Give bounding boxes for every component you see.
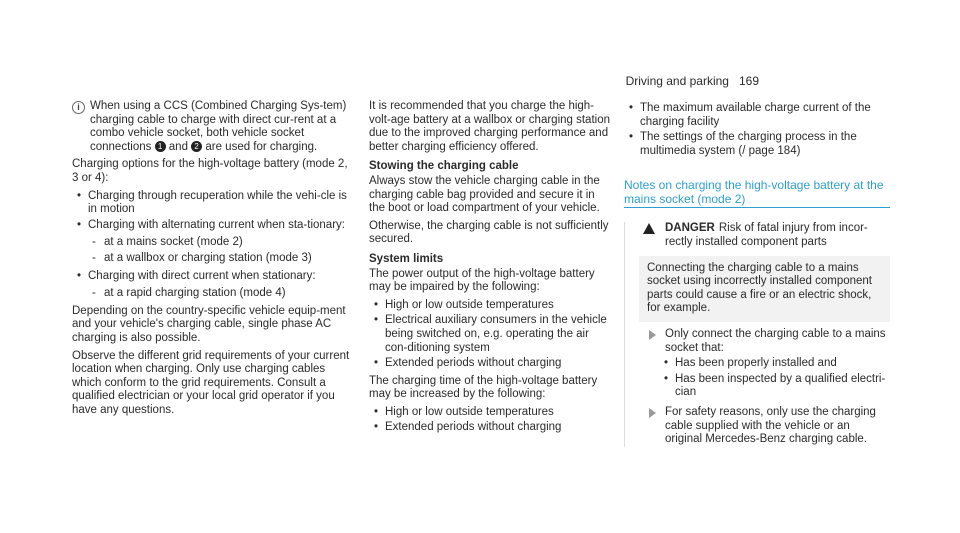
list-item: • High or low outside temperatures [369,406,613,420]
charging-options-list [72,190,352,233]
section-divider [624,207,890,208]
dc-modes-list [88,287,352,301]
paragraph: Depending on the country-specific vehicle equip-ment and your vehicle's charging cable, single phase AC charging is also possible. [72,304,346,344]
factors-list [624,102,890,158]
list-item: • Extended periods without charging [369,357,613,371]
callout-2: 2 [191,141,202,152]
list-item: • The settings of the charging process in the multimedia system (/ page 184) [624,131,890,158]
column-1 [72,100,352,421]
danger-text: Risk of fatal injury from incor-rectly installed component parts [665,222,868,248]
list-item: • High or low outside temperatures [369,299,613,313]
instruction-1-list [659,357,890,400]
charging-options-intro: Charging options for the high-voltage battery (mode 2, 3 or 4): [72,158,348,184]
paragraph: The charging time of the high-voltage battery may be increased by the following: [369,374,598,401]
list-item: • Has been inspected by a qualified electri-cian [659,373,890,400]
callout-1: 1 [155,141,166,152]
paragraph: It is recommended that you charge the high-volt-age battery at a wallbox or charging station due to the improved charging performance and better charging efficiency offered. [369,100,610,153]
info-note: i When using a CCS (Combined Charging Sys-tem) charging cable to charge with direct cur-rent at a combo vehicle socket, both vehicle socket connections 1 and 2 are used for charging. [72,100,352,154]
paragraph: The power output of the high-voltage battery may be impaired by the following: [369,267,595,294]
warning-triangle-icon [643,223,655,234]
page-number: 169 [738,74,759,88]
list-item: • Extended periods without charging [369,421,613,435]
section-title: Notes on charging the high-voltage battery at the mains socket (mode 2) [624,178,884,207]
list-item: • Electrical auxiliary consumers in the vehicle being switched on, e.g. operating the air con-ditioning system [369,314,613,355]
paragraph: Otherwise, the charging cable is not sufficiently secured. [369,219,609,246]
danger-label: DANGER [665,222,715,235]
list-item: • Charging with direct current when stationary: [72,270,352,284]
ac-modes-list [88,236,352,265]
column-2 [369,100,613,439]
list-item: • Charging with alternating current when sta-tionary: [72,219,352,233]
heading-system-limits: System limits [369,252,444,265]
dc-option-list [72,270,352,284]
list-item: - at a mains socket (mode 2) [88,236,352,250]
column-3 [624,100,890,451]
instruction-2: For safety reasons, only use the charging cable supplied with the vehicle or an original Mercedes-Benz charging cable. [639,406,890,447]
play-arrow-icon [649,408,656,418]
list-item: • Charging through recuperation while the vehi-cle is in motion [72,190,352,217]
info-icon: i [72,101,85,114]
list-item: • Has been properly installed and [659,357,890,371]
list-item: • The maximum available charge current of the charging facility [624,102,890,129]
time-list [369,406,613,435]
paragraph: Always stow the vehicle charging cable in the charging cable bag provided and secure it in the boot or load compartment of your vehicle. [369,174,600,215]
list-item: - at a rapid charging station (mode 4) [88,287,352,301]
play-arrow-icon [649,330,656,340]
running-header [626,74,759,88]
danger-block [624,222,890,446]
danger-header [639,222,890,249]
list-item: - at a wallbox or charging station (mode 3) [88,252,352,266]
limits-list [369,299,613,371]
instruction-1: Only connect the charging cable to a mains socket that: • Has been properly installed and • Has been inspected by a qualified electri-cian [639,328,890,400]
heading-stowing: Stowing the charging cable [369,160,519,173]
header-section: Driving and parking [625,74,729,88]
paragraph: Observe the different grid requirements of your current location when charging. Only use charging cables which conform to the grid requirements. Consult a qualified electrician or your local grid operator if you have any questions. [72,349,350,416]
danger-body: Connecting the charging cable to a mains socket using incorrectly installed component parts could cause a fire or an electric shock, for example. [639,256,890,322]
